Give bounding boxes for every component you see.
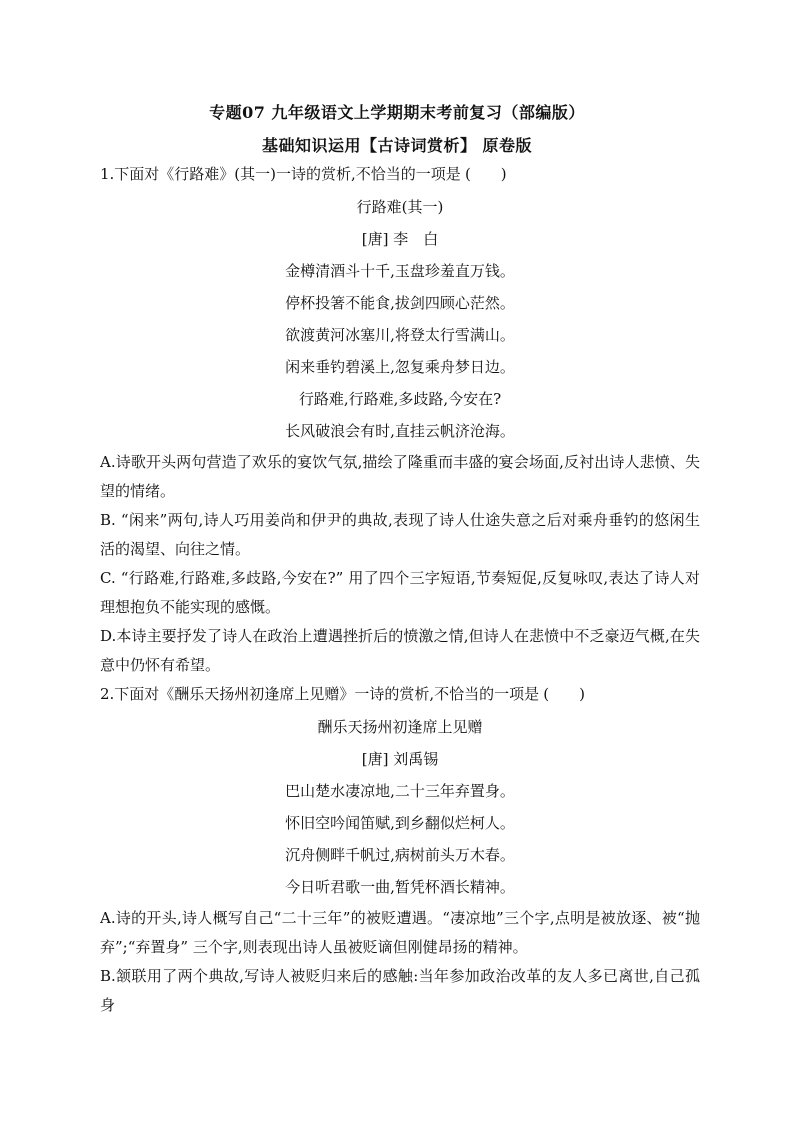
document-content xyxy=(100,160,700,1020)
poem-1-title: 行路难(其一) xyxy=(356,198,444,216)
poem-line: 行路难,行路难,多歧路,今安在? xyxy=(298,390,502,408)
poem-1-author: [唐] 李 白 xyxy=(361,230,439,248)
poem-2-title: 酬乐天扬州初逢席上见赠 xyxy=(317,718,483,736)
poem-line: 闲来垂钓碧溪上,忽复乘舟梦日边。 xyxy=(285,358,515,376)
page-subtitle: 基础知识运用【古诗词赏析】 原卷版 xyxy=(261,136,533,155)
poem-line: 长风破浪会有时,直挂云帆济沧海。 xyxy=(285,422,515,440)
option-a: A.诗歌开头两句营造了欢乐的宴饮气氛,描绘了隆重而丰盛的宴会场面,反衬出诗人悲愤、失望的情绪。 xyxy=(100,453,700,500)
poem-line: 沉舟侧畔千帆过,病树前头万木春。 xyxy=(285,846,515,864)
poem-line: 欲渡黄河冰塞川,将登太行雪满山。 xyxy=(285,326,515,344)
poem-line: 怀旧空吟闻笛赋,到乡翻似烂柯人。 xyxy=(285,814,515,832)
poem-line: 金樽清酒斗十千,玉盘珍羞直万钱。 xyxy=(285,262,515,280)
question-1-stem xyxy=(100,160,700,188)
question-2-stem xyxy=(100,680,700,708)
option-c: C. “行路难,行路难,多歧路,今安在?” 用了四个三字短语,节奏短促,反复咏叹,表达了诗人对理想抱负不能实现的感慨。 xyxy=(100,569,700,616)
option-d: D.本诗主要抒发了诗人在政治上遭遇挫折后的愤激之情,但诗人在悲愤中不乏豪迈气概,在失意中仍怀有希望。 xyxy=(100,627,700,674)
answer-blank-1: ( ) xyxy=(464,165,507,183)
poem-2-author: [唐] 刘禹锡 xyxy=(361,750,439,768)
option-a: A.诗的开头,诗人概写自己“二十三年”的被贬遭遇。“凄凉地”三个字,点明是被放逐、被“抛弃”;“弃置身” 三个字,则表现出诗人虽被贬谪但刚健昂扬的精神。 xyxy=(100,909,700,956)
page-title: 专题07 九年级语文上学期期末考前复习（部编版） xyxy=(209,103,585,122)
poem-line: 停杯投箸不能食,拔剑四顾心茫然。 xyxy=(285,294,515,312)
poem-line: 巴山楚水凄凉地,二十三年弃置身。 xyxy=(285,782,515,800)
option-b: B. “闲来”两句,诗人巧用姜尚和伊尹的典故,表现了诗人仕途失意之后对乘舟垂钓的悠闲生活的渴望、向往之情。 xyxy=(100,511,700,558)
poem-line: 今日听君歌一曲,暂凭杯酒长精神。 xyxy=(285,878,515,896)
question-2-text: 2.下面对《酬乐天扬州初逢席上见赠》一诗的赏析,不恰当的一项是 xyxy=(100,685,540,703)
answer-blank-2: ( ) xyxy=(543,685,585,703)
question-1-text: 1.下面对《行路难》(其一)一诗的赏析,不恰当的一项是 xyxy=(100,165,461,183)
option-b: B.颔联用了两个典故,写诗人被贬归来后的感触:当年参加政治改革的友人多已离世,自己孤身 xyxy=(100,967,700,1014)
